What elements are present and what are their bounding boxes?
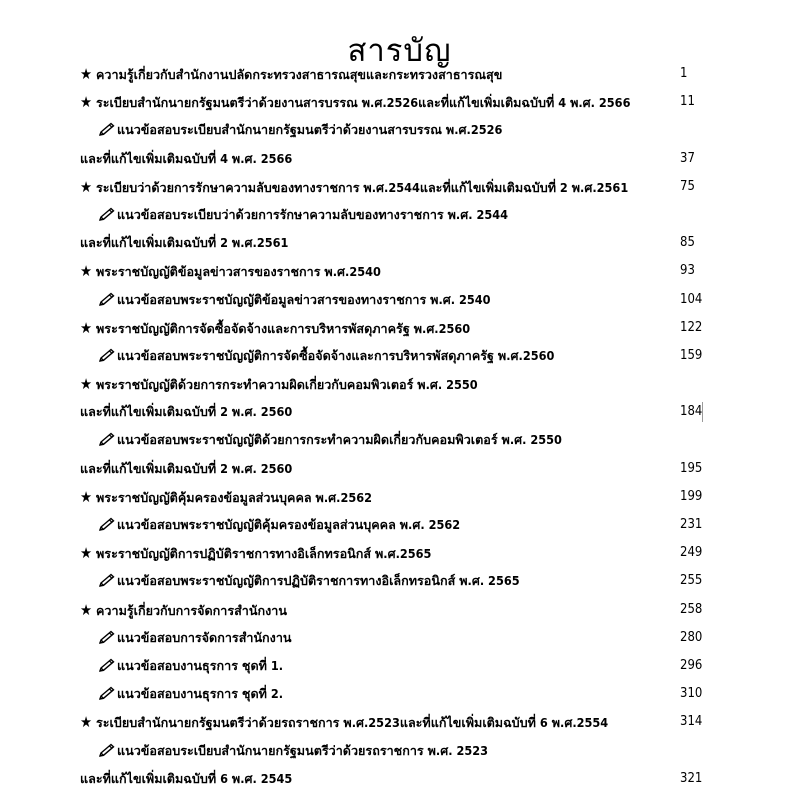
page-number: 231 — [680, 517, 703, 532]
toc-subentry[interactable] — [0, 511, 799, 539]
toc-entry-label: พระราชบัญญัติการจัดซื้อจัดจ้างและการบริหารพัสดุภาครัฐ พ.ศ.2560 — [96, 320, 471, 336]
page-number: 104 — [680, 291, 703, 307]
toc-entry[interactable] — [0, 708, 799, 736]
toc-entry-label: พระราชบัญญัติด้วยการกระทำความผิดเกี่ยวกับคอมพิวเตอร์ พ.ศ. 2550 — [96, 377, 478, 393]
text-cursor — [702, 402, 703, 422]
page-number: 321 — [680, 770, 703, 786]
toc-entry-continuation[interactable] — [0, 398, 799, 426]
pencil-icon — [98, 344, 116, 358]
page-number: 85 — [680, 235, 695, 251]
toc-entry-label: แนวข้อสอบพระราชบัญญัติการจัดซื้อจัดจ้างและการบริหารพัสดุภาครัฐ พ.ศ.2560 — [117, 347, 555, 363]
toc-entry-title — [80, 539, 431, 568]
page-number: 199 — [680, 488, 703, 504]
toc-subentry[interactable] — [0, 652, 799, 680]
star-icon: ★ — [80, 318, 93, 337]
toc-subentry[interactable] — [0, 680, 799, 708]
page-number: 11 — [680, 94, 695, 110]
star-icon: ★ — [80, 262, 93, 281]
toc-subentry[interactable] — [0, 426, 799, 454]
table-of-contents — [0, 60, 799, 793]
toc-entry[interactable] — [0, 257, 799, 285]
toc-entry-label: แนวข้อสอบระเบียบสำนักนายกรัฐมนตรีว่าด้วยรถราชการ พ.ศ. 2523 — [117, 742, 488, 758]
toc-entry[interactable] — [0, 370, 799, 398]
star-icon: ★ — [80, 375, 93, 394]
star-icon: ★ — [80, 177, 93, 196]
pencil-icon — [98, 682, 116, 696]
toc-entry-label: ระเบียบสำนักนายกรัฐมนตรีว่าด้วยงานสารบรรณ พ.ศ.2526และที่แก้ไขเพิ่มเติมฉบับที่ 4 พ.ศ. 2566 — [96, 95, 631, 111]
page-number: 249 — [680, 545, 703, 561]
toc-entry-title — [80, 60, 502, 89]
page-number: 310 — [680, 686, 703, 702]
page-number: 159 — [680, 347, 703, 363]
page-number: 314 — [680, 714, 703, 730]
toc-entry-label: พระราชบัญญัติคุ้มครองข้อมูลส่วนบุคคล พ.ศ.2562 — [96, 489, 372, 505]
toc-entry[interactable] — [0, 173, 799, 201]
toc-entry-title — [98, 737, 488, 765]
star-icon: ★ — [80, 600, 93, 619]
toc-entry-title — [80, 229, 288, 257]
pencil-icon — [98, 513, 116, 527]
pencil-icon — [98, 739, 116, 753]
pencil-icon — [98, 428, 116, 442]
toc-entry-title — [98, 567, 520, 595]
page-number: 37 — [680, 150, 695, 166]
toc-entry-title — [80, 455, 292, 483]
toc-entry-title — [80, 708, 608, 737]
toc-subentry[interactable] — [0, 286, 799, 314]
toc-entry-label: แนวข้อสอบงานธุรการ ชุดที่ 2. — [117, 686, 284, 702]
toc-entry[interactable] — [0, 88, 799, 116]
toc-entry-label: แนวข้อสอบพระราชบัญญัติคุ้มครองข้อมูลส่วนบุคคล พ.ศ. 2562 — [117, 517, 461, 532]
toc-subentry[interactable] — [0, 624, 799, 652]
pencil-icon — [98, 654, 116, 668]
toc-entry-title — [80, 398, 292, 426]
toc-entry[interactable] — [0, 483, 799, 511]
page-number: 255 — [680, 573, 703, 589]
toc-subentry[interactable] — [0, 342, 799, 370]
pencil-icon — [98, 288, 116, 302]
toc-entry-title — [98, 680, 283, 708]
toc-entry-title — [80, 483, 372, 512]
page-number: 280 — [680, 629, 703, 645]
toc-entry-title — [98, 286, 491, 314]
toc-entry-title — [98, 201, 508, 229]
page-number: 195 — [680, 460, 703, 476]
toc-entry[interactable] — [0, 314, 799, 342]
page-title: สารบัญ — [347, 32, 452, 69]
toc-entry-label: พระราชบัญญัติการปฏิบัติราชการทางอิเล็กทรอนิกส์ พ.ศ.2565 — [96, 546, 432, 562]
toc-entry-title — [80, 257, 381, 286]
page-number: 258 — [680, 601, 703, 617]
toc-entry-title — [80, 173, 628, 202]
toc-subentry[interactable] — [0, 201, 799, 229]
star-icon: ★ — [80, 93, 93, 112]
toc-entry-title — [98, 116, 502, 144]
toc-entry-continuation[interactable] — [0, 455, 799, 483]
toc-entry-label: แนวข้อสอบการจัดการสำนักงาน — [117, 629, 292, 645]
toc-entry-label: ความรู้เกี่ยวกับสำนักงานปลัดกระทรวงสาธารณสุขและกระทรวงสาธารณสุข — [96, 67, 503, 82]
toc-entry-title — [98, 511, 460, 539]
toc-subentry[interactable] — [0, 737, 799, 765]
toc-entry-title — [80, 314, 470, 343]
toc-entry-title — [80, 145, 292, 173]
toc-entry-label: แนวข้อสอบงานธุรการ ชุดที่ 1. — [117, 657, 284, 673]
pencil-icon — [98, 203, 116, 217]
page-number: 122 — [680, 319, 703, 335]
toc-entry-title — [80, 765, 292, 793]
star-icon: ★ — [80, 65, 93, 83]
toc-entry-title — [98, 426, 562, 454]
toc-entry-continuation[interactable] — [0, 229, 799, 257]
toc-entry-label: และที่แก้ไขเพิ่มเติมฉบับที่ 2 พ.ศ. 2560 — [80, 460, 293, 476]
page-number: 93 — [680, 263, 695, 279]
toc-entry-label: พระราชบัญญัติข้อมูลข่าวสารของราชการ พ.ศ.2540 — [96, 264, 381, 280]
toc-entry-title — [98, 652, 283, 680]
toc-entry[interactable] — [0, 60, 799, 88]
star-icon: ★ — [80, 713, 93, 732]
pencil-icon — [98, 569, 116, 583]
pencil-icon — [98, 626, 116, 640]
toc-entry-label: และที่แก้ไขเพิ่มเติมฉบับที่ 2 พ.ศ. 2560 — [80, 404, 293, 420]
toc-entry-label: แนวข้อสอบระเบียบว่าด้วยการรักษาความลับของทางราชการ พ.ศ. 2544 — [117, 206, 509, 222]
toc-subentry[interactable] — [0, 116, 799, 144]
toc-entry-label: และที่แก้ไขเพิ่มเติมฉบับที่ 2 พ.ศ.2561 — [80, 235, 289, 251]
toc-entry-title — [80, 596, 287, 625]
toc-entry-label: แนวข้อสอบพระราชบัญญัติการปฏิบัติราชการทางอิเล็กทรอนิกส์ พ.ศ. 2565 — [117, 573, 520, 589]
toc-entry-label: ระเบียบสำนักนายกรัฐมนตรีว่าด้วยรถราชการ พ.ศ.2523และที่แก้ไขเพิ่มเติมฉบับที่ 6 พ.ศ.2554 — [96, 715, 609, 731]
toc-entry-title — [80, 370, 478, 399]
page-number: 296 — [680, 657, 703, 673]
star-icon: ★ — [80, 544, 93, 563]
toc-entry[interactable] — [0, 539, 799, 567]
toc-entry[interactable] — [0, 596, 799, 624]
toc-subentry[interactable] — [0, 567, 799, 595]
toc-entry-label: และที่แก้ไขเพิ่มเติมฉบับที่ 4 พ.ศ. 2566 — [80, 150, 293, 166]
toc-entry-label: แนวข้อสอบพระราชบัญญัติข้อมูลข่าวสารของทางราชการ พ.ศ. 2540 — [117, 291, 491, 307]
toc-entry-continuation[interactable] — [0, 145, 799, 173]
toc-entry-label: แนวข้อสอบพระราชบัญญัติด้วยการกระทำความผิดเกี่ยวกับคอมพิวเตอร์ พ.ศ. 2550 — [117, 432, 562, 448]
toc-entry-label: แนวข้อสอบระเบียบสำนักนายกรัฐมนตรีว่าด้วยงานสารบรรณ พ.ศ.2526 — [117, 122, 503, 138]
toc-entry-label: และที่แก้ไขเพิ่มเติมฉบับที่ 6 พ.ศ. 2545 — [80, 770, 293, 786]
star-icon: ★ — [80, 487, 93, 506]
pencil-icon — [98, 118, 116, 132]
toc-entry-title — [80, 88, 630, 117]
toc-entry-continuation[interactable] — [0, 765, 799, 793]
toc-entry-title — [98, 624, 292, 652]
toc-entry-label: ระเบียบว่าด้วยการรักษาความลับของทางราชการ พ.ศ.2544และที่แก้ไขเพิ่มเติมฉบับที่ 2 พ.ศ.2561 — [96, 179, 629, 195]
toc-entry-label: ความรู้เกี่ยวกับการจัดการสำนักงาน — [96, 602, 287, 618]
page-number: 184 — [680, 404, 703, 420]
page-number: 1 — [680, 66, 688, 81]
page-number: 75 — [680, 178, 695, 194]
toc-entry-title — [98, 342, 554, 370]
